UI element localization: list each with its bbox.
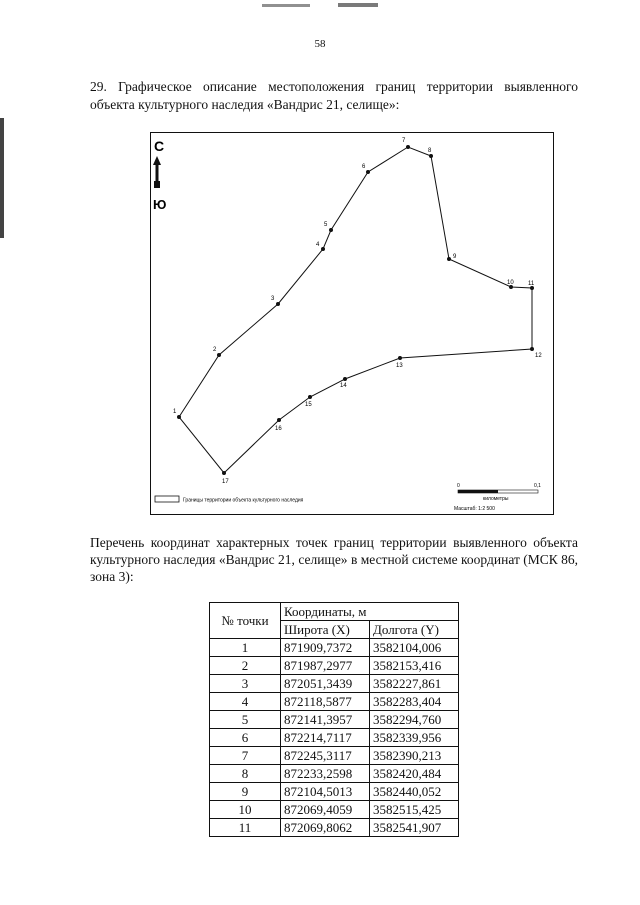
boundary-point-label: 8 <box>428 148 432 154</box>
boundary-point-label: 10 <box>507 280 514 286</box>
boundary-point-label: 1 <box>173 409 177 415</box>
page-number: 58 <box>314 38 326 50</box>
boundary-map-canvas <box>151 133 553 514</box>
scale-ratio: Масштаб: 1:2 500 <box>454 506 495 512</box>
table-row: 9 872104,5013 3582440,052 <box>210 783 459 801</box>
scale-bar <box>454 483 541 512</box>
boundary-point-17 <box>222 471 226 475</box>
table-row: 5 872141,3957 3582294,760 <box>210 711 459 729</box>
section-heading: 29. Графическое описание местоположения границ территории выявленного объекта культурного наследия «Вандрис 21, селище»: <box>90 79 578 112</box>
legend <box>155 496 304 504</box>
legend-swatch <box>155 496 179 502</box>
boundary-point-8 <box>429 154 433 158</box>
coordinates-intro: Перечень координат характерных точек границ территории выявленного объекта культурного наследия «Вандрис 21, селище» в местной системе координат (МСК 86, зона 3): <box>90 535 578 584</box>
boundary-point-14 <box>343 377 347 381</box>
boundary-point-label: 2 <box>213 347 217 353</box>
boundary-point-16 <box>277 418 281 422</box>
scale-end: 0,1 <box>534 483 541 489</box>
boundary-point-label: 12 <box>535 353 542 359</box>
boundary-point-7 <box>406 145 410 149</box>
south-letter: Ю <box>153 197 167 212</box>
table-row: 11 872069,8062 3582541,907 <box>210 819 459 837</box>
scan-artifact <box>262 4 310 7</box>
boundary-point-label: 13 <box>396 363 403 369</box>
boundary-point-label: 7 <box>402 138 406 144</box>
boundary-point-label: 15 <box>305 402 312 408</box>
boundary-point-3 <box>276 302 280 306</box>
boundary-point-label: 4 <box>316 242 320 248</box>
boundary-polygon <box>179 147 532 473</box>
header-latitude: Широта (X) <box>281 621 370 639</box>
boundary-point-label: 9 <box>453 254 457 260</box>
header-longitude: Долгота (Y) <box>370 621 459 639</box>
table-row: 8 872233,2598 3582420,484 <box>210 765 459 783</box>
header-point-number: № точки <box>210 603 281 639</box>
boundary-point-label: 3 <box>271 296 275 302</box>
scale-start: 0 <box>457 483 460 489</box>
coordinates-table <box>209 602 459 837</box>
table-row: 2 871987,2977 3582153,416 <box>210 657 459 675</box>
boundary-point-2 <box>217 353 221 357</box>
boundary-point-5 <box>329 228 333 232</box>
boundary-points <box>173 138 542 485</box>
boundary-point-label: 11 <box>528 281 535 287</box>
table-row: 7 872245,3117 3582390,213 <box>210 747 459 765</box>
scan-artifact <box>0 118 4 238</box>
header-coordinates: Координаты, м <box>281 603 459 621</box>
boundary-point-6 <box>366 170 370 174</box>
boundary-point-12 <box>530 347 534 351</box>
table-row: 1 871909,7372 3582104,006 <box>210 639 459 657</box>
boundary-point-9 <box>447 257 451 261</box>
boundary-map <box>150 132 554 515</box>
north-letter: С <box>154 138 165 154</box>
boundary-point-label: 5 <box>324 222 328 228</box>
boundary-point-label: 17 <box>222 479 229 485</box>
boundary-point-label: 16 <box>275 426 282 432</box>
boundary-point-label: 14 <box>340 383 347 389</box>
boundary-point-1 <box>177 415 181 419</box>
table-row: 10 872069,4059 3582515,425 <box>210 801 459 819</box>
boundary-point-label: 6 <box>362 164 366 170</box>
boundary-point-15 <box>308 395 312 399</box>
scale-unit: километры <box>483 496 509 502</box>
table-row: 6 872214,7117 3582339,956 <box>210 729 459 747</box>
boundary-point-13 <box>398 356 402 360</box>
boundary-point-4 <box>321 247 325 251</box>
legend-label: Границы территории объекта культурного наследия <box>183 497 304 504</box>
table-row: 3 872051,3439 3582227,861 <box>210 675 459 693</box>
scan-artifact <box>338 3 378 7</box>
north-arrow-icon <box>153 156 161 188</box>
table-row: 4 872118,5877 3582283,404 <box>210 693 459 711</box>
